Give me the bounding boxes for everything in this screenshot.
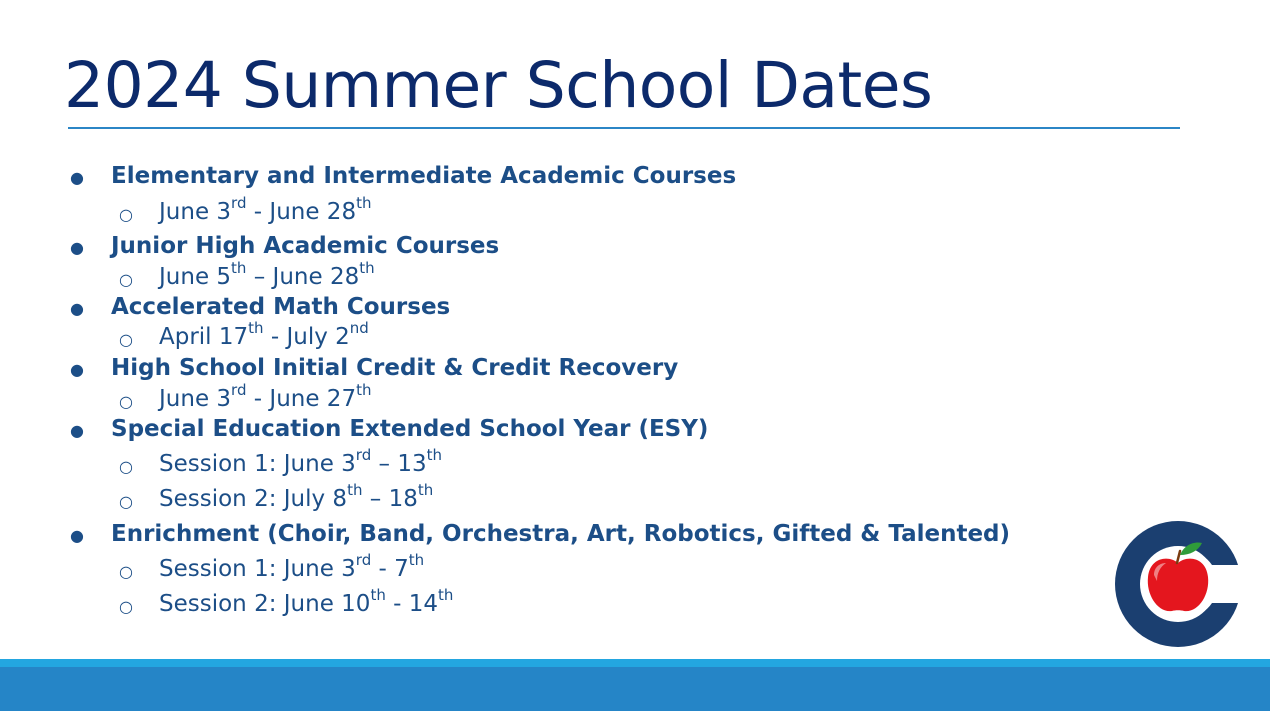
bullet-dot-icon: ● [70, 421, 84, 440]
bullet-circle-icon: ○ [119, 492, 133, 511]
footer-stripe-light [0, 659, 1270, 667]
bullet-circle-icon: ○ [119, 597, 133, 616]
bullet-circle-icon: ○ [119, 562, 133, 581]
bullet-dot-icon: ● [70, 238, 84, 257]
date-range: Session 2: June 10th - 14th [159, 586, 454, 617]
footer-stripe-dark [0, 667, 1270, 711]
date-range: Session 1: June 3rd - 7th [159, 551, 425, 582]
bullet-circle-icon: ○ [119, 270, 133, 289]
date-range: June 5th – June 28th [159, 259, 375, 290]
bullet-dot-icon: ● [70, 526, 84, 545]
bullet-dot-icon: ● [70, 360, 84, 379]
bullet-circle-icon: ○ [119, 205, 133, 224]
date-range: Session 1: June 3rd – 13th [159, 446, 443, 477]
apple-c-logo-icon [1114, 519, 1244, 649]
item-label: High School Initial Credit & Credit Recovery [111, 355, 679, 381]
title-divider [68, 127, 1180, 129]
item-label: Elementary and Intermediate Academic Courses [111, 163, 737, 189]
item-label: Enrichment (Choir, Band, Orchestra, Art, Robotics, Gifted & Talented) [111, 521, 1011, 547]
date-range: April 17th - July 2nd [159, 319, 369, 350]
bullet-dot-icon: ● [70, 299, 84, 318]
date-range: June 3rd - June 28th [159, 194, 372, 225]
item-label: Junior High Academic Courses [111, 233, 500, 259]
date-range: June 3rd - June 27th [159, 381, 372, 412]
bullet-circle-icon: ○ [119, 457, 133, 476]
bullet-circle-icon: ○ [119, 330, 133, 349]
page-title: 2024 Summer School Dates [64, 49, 933, 122]
date-range: Session 2: July 8th – 18th [159, 481, 434, 512]
bullet-dot-icon: ● [70, 168, 84, 187]
item-label: Accelerated Math Courses [111, 294, 451, 320]
item-label: Special Education Extended School Year (ESY) [111, 416, 709, 442]
bullet-circle-icon: ○ [119, 392, 133, 411]
